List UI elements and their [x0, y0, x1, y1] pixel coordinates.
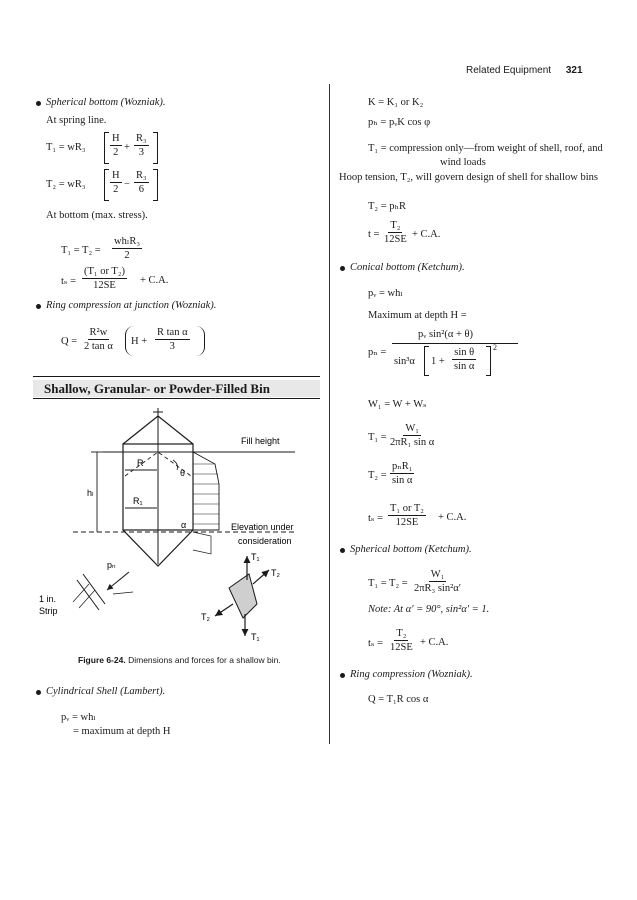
- frac-ts-sph: $\frac{\text{T₂}}{12SE}$: [390, 628, 413, 653]
- figure-title: Shallow, Granular- or Powder-Filled Bin: [44, 381, 270, 396]
- frac-w1-2pir3: $\frac{\text{W₁}}{\text{2πR₃ sin²α′}}$: [414, 569, 462, 594]
- r-label: R: [137, 458, 144, 468]
- pn-left-bracket: [424, 346, 429, 376]
- pn-den-sin: sin³α: [394, 356, 415, 367]
- running-header: [466, 65, 583, 76]
- eq-t1-lhs: T₁ =: [368, 432, 387, 443]
- conical-bottom-heading: Conical bottom (Ketchum).: [350, 262, 465, 273]
- max-depth-text: Maximum at depth H =: [368, 310, 467, 321]
- eq-ts-rhs: + C.A.: [140, 275, 169, 286]
- frac-rtan: $\frac{\text{R tan α}}{3}$: [157, 327, 188, 352]
- pn-arrow-2: [113, 592, 133, 594]
- frac-h-2: $\frac{H}{2}$: [112, 170, 120, 195]
- shell-element: [229, 574, 257, 618]
- eq-w1: W₁ = W + Wₛ: [368, 399, 427, 410]
- bullet: [340, 673, 345, 678]
- right-bracket: [153, 132, 158, 164]
- bin-diagram: [33, 404, 323, 644]
- caption-number: Figure 6-24.: [78, 655, 126, 665]
- strip-element: [77, 574, 105, 610]
- pn-exponent: 2: [493, 343, 497, 352]
- pn-right-bracket: [486, 346, 491, 376]
- bullet: [340, 266, 345, 271]
- t1-definition-a: T₁ = compression only—from weight of shell, roof, and: [368, 143, 603, 154]
- eq-ts-sph-lhs: tₛ =: [368, 638, 384, 649]
- right-paren: [196, 326, 205, 356]
- caption-text: Dimensions and forces for a shallow bin.: [128, 655, 281, 665]
- frac-sin-theta: $\frac{\text{sin θ}}{\text{sin α}}$: [454, 347, 475, 372]
- eq-t1t2-lhs-right: T₁ = T₂ =: [368, 578, 408, 589]
- eq-q-right: Q = T₁R cos α: [368, 694, 429, 705]
- figure-title-underline: [33, 398, 320, 399]
- consideration-label: consideration: [238, 536, 292, 546]
- eq-pv-right: pᵥ = whₗ: [368, 288, 403, 299]
- t2-right-label: T₂: [271, 568, 280, 578]
- spring-line-label: At spring line.: [46, 115, 107, 126]
- bullet: [36, 101, 41, 106]
- left-bracket: [104, 169, 109, 201]
- hoop-tension-text: Hoop tension, T₂, will govern design of shell for shallow bins: [339, 172, 598, 183]
- eq-t-lhs: t =: [368, 229, 380, 240]
- eq-pv: pᵥ = whₗ: [61, 712, 96, 723]
- pn-label: pₙ: [107, 560, 116, 570]
- eq-t-rhs: + C.A.: [412, 229, 441, 240]
- operator: +: [124, 142, 130, 153]
- r1-label: R₁: [133, 496, 143, 506]
- strip-label-b: Strip: [39, 606, 58, 616]
- eq-t2-ph: T₂ = pₕR: [368, 201, 407, 212]
- frac-ts: $\frac{\text{(T₁ or T₂)}}{12SE}$: [84, 266, 125, 291]
- cylindrical-shell-heading: Cylindrical Shell (Lambert).: [46, 686, 166, 697]
- left-bracket: [104, 132, 109, 164]
- eq-pn-lhs: pₙ =: [368, 347, 387, 358]
- column-divider: [329, 84, 330, 744]
- frac-r2w: $\frac{\text{R²w}}{\text{2 tan α}}$: [84, 327, 113, 352]
- eq-ts-lhs-right: tₛ =: [368, 513, 384, 524]
- section-title: Related Equipment: [466, 65, 552, 76]
- spherical-bottom-ketchum-heading: Spherical bottom (Ketchum).: [350, 544, 472, 555]
- t2-left-arrow: [215, 604, 233, 616]
- eq-t1-t2-lhs: T₁ = T₂ =: [61, 245, 101, 256]
- frac-r3-6: $\frac{\text{R₃}}{6}$: [136, 170, 147, 195]
- figure-title-bar: [33, 376, 320, 377]
- pn-arrow: [107, 572, 129, 590]
- eq-q-lhs: Q =: [61, 336, 78, 347]
- t1-definition-b: wind loads: [440, 157, 486, 168]
- figure-caption: [78, 655, 281, 665]
- t2-left-label: T₂: [201, 612, 210, 622]
- pn-fraction-bar: [392, 343, 518, 344]
- frac-ts-right: $\frac{\text{T₁ or T₂}}{12SE}$: [390, 503, 424, 528]
- bullet: [36, 690, 41, 695]
- fill-height-label: Fill height: [241, 436, 280, 446]
- theta-arc: [173, 460, 178, 470]
- t1-bottom-label: T₁: [251, 632, 260, 642]
- eq-q-mid: H +: [131, 336, 148, 347]
- pn-numerator: pᵥ sin²(α + θ): [418, 329, 474, 340]
- bullet: [36, 304, 41, 309]
- ring-compression-right-heading: Ring compression (Wozniak).: [350, 669, 473, 680]
- hopper-pressure: [193, 532, 211, 554]
- eq-t2-spring: T₂ = wR₃: [46, 179, 86, 190]
- eq-ts-lhs: tₛ =: [61, 276, 77, 287]
- frac-r3-3: $\frac{\text{R₃}}{3}$: [136, 133, 147, 158]
- operator: −: [124, 179, 130, 190]
- theta-label: θ: [180, 468, 186, 478]
- ring-compression-heading: Ring compression at junction (Wozniak).: [46, 300, 217, 311]
- elevation-label: Elevation under: [231, 522, 294, 532]
- strip-label-a: 1 in.: [39, 594, 57, 604]
- frac-pnr1-sin: pₙR₁ sin α: [392, 461, 413, 486]
- right-bracket: [153, 169, 158, 201]
- pn-den-one-plus: 1 +: [431, 356, 445, 367]
- frac-t2-12se: $\frac{\text{T₂}}{12SE}$: [384, 220, 407, 245]
- t1-top-label: T₁: [251, 552, 260, 562]
- frac-h-2: $\frac{H}{2}$: [112, 133, 120, 158]
- at-bottom-label: At bottom (max. stress).: [46, 210, 148, 221]
- note-alpha: Note: At α′ = 90°, sin²α′ = 1.: [368, 604, 490, 615]
- eq-k: K = K₁ or K₂: [368, 97, 424, 108]
- pressure-hatches: [193, 464, 219, 524]
- hl-label: hₗ: [87, 488, 94, 498]
- page-number: 321: [565, 65, 583, 76]
- frac-w1-2pir1: $\frac{\text{W₁}}{\text{2πR₁ sin α}}$: [390, 423, 435, 448]
- bullet: [340, 548, 345, 553]
- eq-ts-sph-rhs: + C.A.: [420, 637, 449, 648]
- eq-ph: pₕ = pᵥK cos φ: [368, 117, 431, 128]
- alpha-label: α: [181, 520, 187, 530]
- spherical-bottom-heading: Spherical bottom (Wozniak).: [46, 97, 166, 108]
- eq-t2-lhs: T₂ =: [368, 470, 387, 481]
- eq-t1-spring: T₁ = wR₃: [46, 142, 86, 153]
- t2-right-arrow: [253, 570, 269, 584]
- eq-ts-rhs-right: + C.A.: [438, 512, 467, 523]
- frac-whr-2: whₗR₃ 2: [114, 236, 141, 261]
- eq-max-depth: = maximum at depth H: [73, 726, 171, 737]
